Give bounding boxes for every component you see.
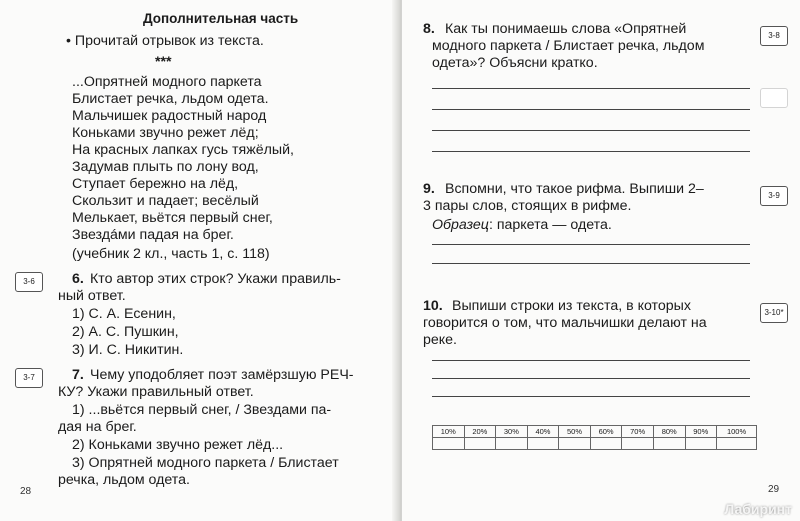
sample-label: Образец — [432, 217, 489, 233]
answer-option: 2) Коньками звучно режет лёд... — [72, 437, 284, 453]
score-entry-cell[interactable] — [622, 438, 654, 450]
poem-line: На красных лапках гусь тяжёлый, — [72, 142, 294, 158]
question-text: 3 пары слов, стоящих в рифме. — [423, 198, 632, 214]
question-number: 9. — [423, 181, 435, 197]
answer-option: 3) И. С. Никитин. — [72, 342, 184, 358]
skill-badge: 3-7 — [15, 368, 43, 388]
poem-line: Блистает речка, льдом одета. — [72, 91, 269, 107]
score-cell: 20% — [464, 426, 496, 438]
score-cell: 100% — [717, 426, 757, 438]
page-number: 29 — [768, 484, 780, 495]
score-entry-cell[interactable] — [464, 438, 496, 450]
question-text: ный ответ. — [58, 288, 126, 304]
page-number: 28 — [20, 486, 32, 497]
poem-source: (учебник 2 кл., часть 1, с. 118) — [72, 246, 270, 262]
answer-line[interactable] — [432, 263, 750, 264]
poem-line: ...Опрятней модного паркета — [72, 74, 262, 90]
score-cell: 10% — [433, 426, 465, 438]
question-text: Как ты понимаешь слова «Опрятней — [445, 21, 687, 37]
answer-option: речка, льдом одета. — [58, 472, 190, 488]
poem-line: Ступает бережно на лёд, — [72, 176, 239, 192]
answer-line[interactable] — [432, 151, 750, 152]
watermark-logo: Лабиринт — [724, 501, 792, 517]
question-number: 10. — [423, 298, 443, 314]
answer-line[interactable] — [432, 378, 750, 379]
right-page — [402, 0, 800, 521]
score-entry-cell[interactable] — [527, 438, 559, 450]
skill-badge: 3-6 — [15, 272, 43, 292]
score-entry-cell[interactable] — [559, 438, 591, 450]
score-cell: 30% — [496, 426, 528, 438]
question-text: реке. — [423, 332, 457, 348]
answer-line[interactable] — [432, 130, 750, 131]
question-number: 7. — [72, 367, 84, 383]
question-text: КУ? Укажи правильный ответ. — [58, 384, 254, 400]
poem-line: Звездáми падая на брег. — [72, 227, 234, 243]
question-text: Выпиши строки из текста, в которых — [452, 298, 691, 314]
score-entry-cell[interactable] — [433, 438, 465, 450]
answer-option: дая на брег. — [58, 419, 137, 435]
score-entry-cell[interactable] — [653, 438, 685, 450]
question-number: 8. — [423, 21, 435, 37]
question-text: Кто автор этих строк? Укажи правиль- — [90, 271, 341, 287]
poem-line: Мальчишек радостный народ — [72, 108, 267, 124]
skill-badge: 3-10* — [760, 303, 788, 323]
poem-line: Задумав плыть по лону вод, — [72, 159, 259, 175]
answer-line[interactable] — [432, 396, 750, 397]
answer-option: 3) Опрятней модного паркета / Блистает — [72, 455, 339, 471]
sample-answer — [432, 217, 612, 234]
poem-line: Скользит и падает; весёлый — [72, 193, 259, 209]
score-entry-row[interactable] — [433, 438, 757, 450]
answer-line[interactable] — [432, 360, 750, 361]
score-entry-cell[interactable] — [590, 438, 622, 450]
left-page — [0, 0, 398, 521]
score-entry-cell[interactable] — [717, 438, 757, 450]
answer-option: 1) ...вьётся первый снег, / Звездами па- — [72, 402, 332, 418]
score-entry-cell[interactable] — [685, 438, 717, 450]
section-title: Дополнительная часть — [143, 11, 299, 26]
answer-option: 1) С. А. Есенин, — [72, 306, 176, 322]
poem-line: Мелькает, вьётся первый снег, — [72, 210, 273, 226]
poem-stars: *** — [155, 54, 172, 70]
score-cell: 80% — [653, 426, 685, 438]
score-cell: 50% — [559, 426, 591, 438]
instruction: • Прочитай отрывок из текста. — [66, 33, 264, 49]
question-text: модного паркета / Блистает речка, льдом — [432, 38, 705, 54]
question-text: одета»? Объясни кратко. — [432, 55, 598, 71]
question-text: Вспомни, что такое рифма. Выпиши 2– — [445, 181, 704, 197]
score-entry-cell[interactable] — [496, 438, 528, 450]
score-row — [433, 426, 757, 438]
score-cell: 90% — [685, 426, 717, 438]
poem-line: Коньками звучно режет лёд; — [72, 125, 259, 141]
answer-line[interactable] — [432, 88, 750, 89]
question-text: Чему уподобляет поэт замёрзшую РЕЧ- — [90, 367, 354, 383]
answer-line[interactable] — [432, 244, 750, 245]
faint-badge — [760, 88, 788, 108]
answer-line[interactable] — [432, 109, 750, 110]
sample-text: : паркета — одета. — [488, 217, 612, 233]
score-table — [432, 425, 757, 450]
question-text: говорится о том, что мальчишки делают на — [423, 315, 707, 331]
answer-option: 2) А. С. Пушкин, — [72, 324, 179, 340]
score-cell: 60% — [590, 426, 622, 438]
skill-badge: 3-9 — [760, 186, 788, 206]
skill-badge: 3-8 — [760, 26, 788, 46]
question-number: 6. — [72, 271, 84, 287]
score-cell: 40% — [527, 426, 559, 438]
score-cell: 70% — [622, 426, 654, 438]
